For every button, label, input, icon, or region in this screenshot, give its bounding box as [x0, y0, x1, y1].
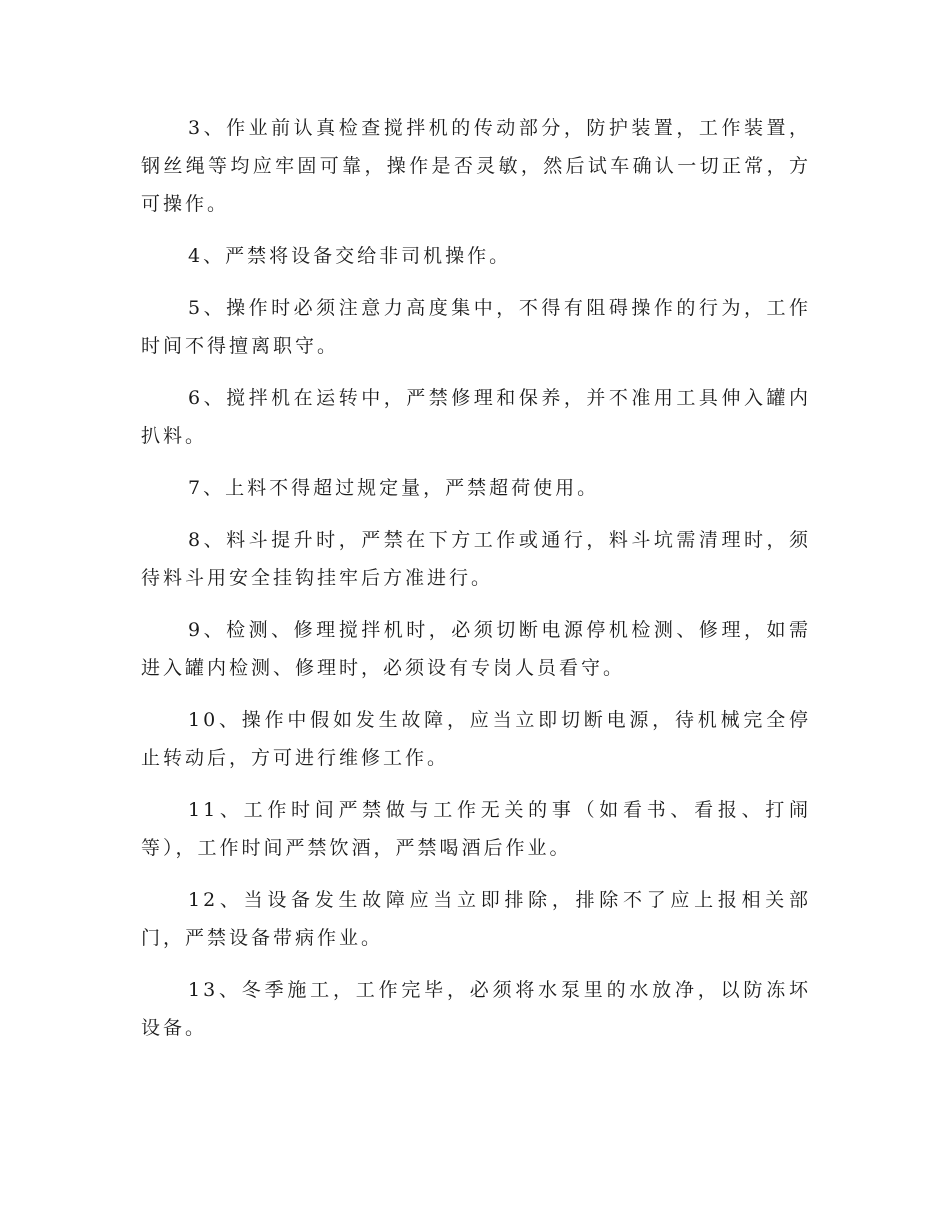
- paragraph-item-12: 12、当设备发生故障应当立即排除，排除不了应上报相关部门，严禁设备带病作业。: [141, 889, 811, 949]
- paragraph-item-13: 13、冬季施工，工作完毕，必须将水泵里的水放净，以防冻坏设备。: [141, 979, 811, 1039]
- paragraph-item-11: 11、工作时间严禁做与工作无关的事（如看书、看报、打闹等），工作时间严禁饮酒，严禁喝酒后作业。: [141, 799, 811, 859]
- paragraph-item-6: 6、搅拌机在运转中，严禁修理和保养，并不准用工具伸入罐内扒料。: [141, 387, 811, 447]
- paragraph-item-4: 4、严禁将设备交给非司机操作。: [188, 245, 512, 267]
- document-body: [141, 109, 811, 1061]
- paragraph-item-3: 3、作业前认真检查搅拌机的传动部分，防护装置，工作装置，钢丝绳等均应牢固可靠，操作是否灵敏，然后试车确认一切正常，方可操作。: [141, 117, 811, 215]
- paragraph-item-7: 7、上料不得超过规定量，严禁超荷使用。: [188, 477, 600, 499]
- paragraph-item-8: 8、料斗提升时，严禁在下方工作或通行，料斗坑需清理时，须待料斗用安全挂钩挂牢后方准进行。: [141, 529, 811, 589]
- paragraph-item-9: 9、检测、修理搅拌机时，必须切断电源停机检测、修理，如需进入罐内检测、修理时，必须设有专岗人员看守。: [141, 619, 811, 679]
- paragraph-item-5: 5、操作时必须注意力高度集中，不得有阻碍操作的行为，工作时间不得擅离职守。: [141, 297, 811, 357]
- paragraph-item-10: 10、操作中假如发生故障，应当立即切断电源，待机械完全停止转动后，方可进行维修工作。: [141, 709, 811, 769]
